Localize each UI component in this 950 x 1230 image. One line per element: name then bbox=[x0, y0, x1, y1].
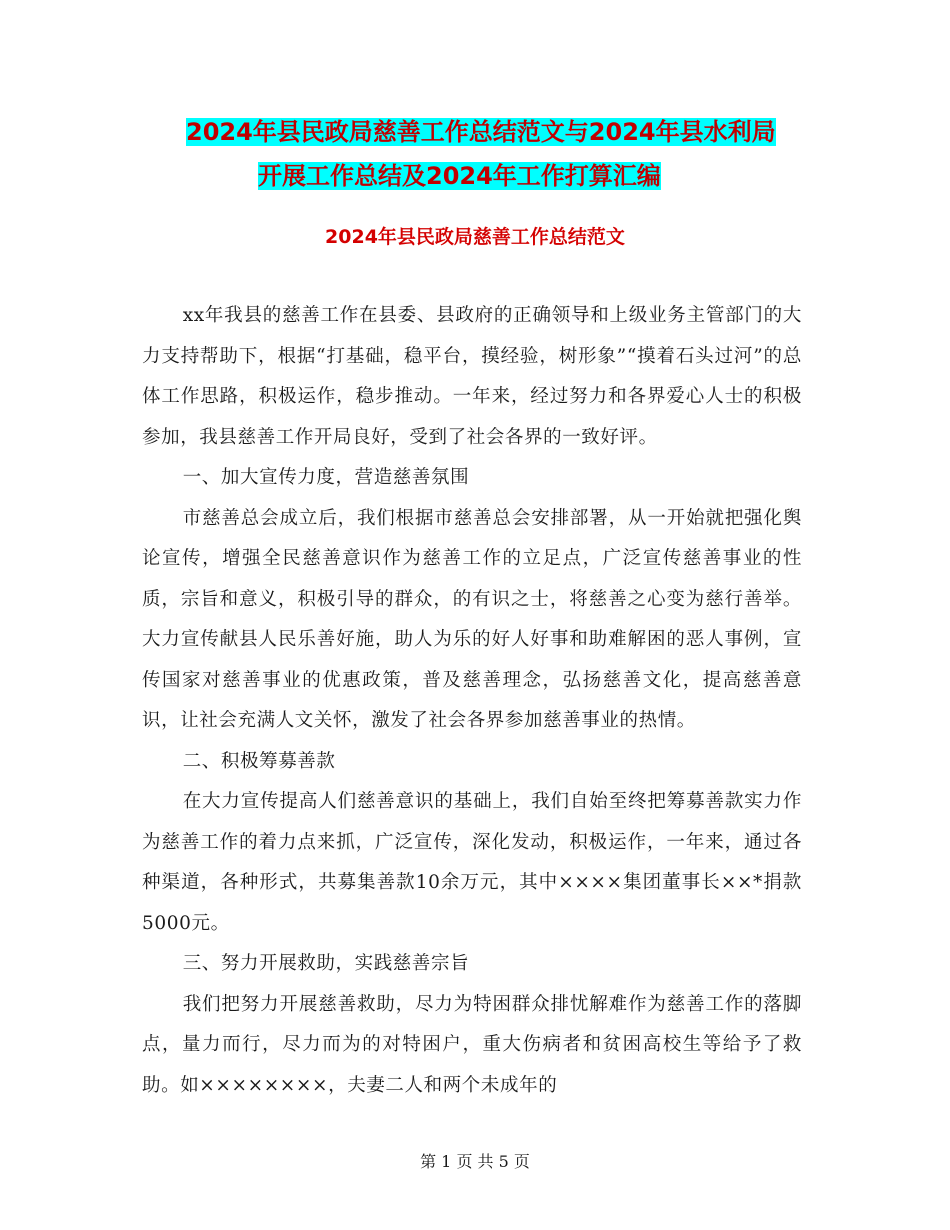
heading-2: 二、积极筹募善款 bbox=[182, 750, 336, 772]
paragraph-publicity: 市慈善总会成立后，我们根据市慈善总会安排部署，从一开始就把强化舆论宣传，增强全民慈善意识作为慈善工作的立足点，广泛宣传慈善事业的性质，宗旨和意义，积极引导的群众，的有识之士，将慈善之心变为慈行善举。大力宣传献县人民乐善好施，助人为乐的好人好事和助难解困的恶人事例，宣传国家对慈善事业的优惠政策，普及慈善理念，弘扬慈善文化，提高慈善意识，让社会充满人文关怀，激发了社会各界参加慈善事业的热情。 bbox=[142, 507, 802, 731]
document-title-line-1 bbox=[0, 110, 950, 154]
title-highlight: 开展工作总结及2024年工作打算汇编 bbox=[258, 162, 661, 190]
paragraph-assistance: 我们把努力开展慈善救助，尽力为特困群众排忧解难作为慈善工作的落脚点，量力而行，尽力而为的对特困户，重大伤病者和贫困高校生等给予了救助。如××××××××，夫妻二人和两个未成年的 bbox=[142, 993, 802, 1096]
heading-1: 一、加大宣传力度，营造慈善氛围 bbox=[182, 467, 470, 488]
page-footer bbox=[0, 1150, 950, 1174]
page-number-label: 第 1 页 共 5 页 bbox=[420, 1152, 530, 1171]
section-title: 2024年县民政局慈善工作总结范文 bbox=[325, 226, 625, 248]
document-title-line-2 bbox=[0, 154, 950, 198]
document-body bbox=[142, 296, 802, 1106]
title-highlight: 2024年县民政局慈善工作总结范文与2024年县水利局 bbox=[186, 118, 776, 146]
paragraph-fundraising: 在大力宣传提高人们慈善意识的基础上，我们自始至终把筹募善款实力作为慈善工作的着力点来抓，广泛宣传，深化发动，积极运作，一年来，通过各种渠道，各种形式，共募集善款10余万元，其中××××集团董事长××*捐款5000元。 bbox=[142, 791, 802, 934]
paragraph-intro: xx年我县的慈善工作在县委、县政府的正确领导和上级业务主管部门的大力支持帮助下，根据“打基础，稳平台，摸经验，树形象”“摸着石头过河”的总体工作思路，积极运作，稳步推动。一年来，经过努力和各界爱心人士的积极参加，我县慈善工作开局良好，受到了社会各界的一致好评。 bbox=[142, 305, 802, 448]
heading-3: 三、努力开展救助，实践慈善宗旨 bbox=[182, 953, 470, 974]
